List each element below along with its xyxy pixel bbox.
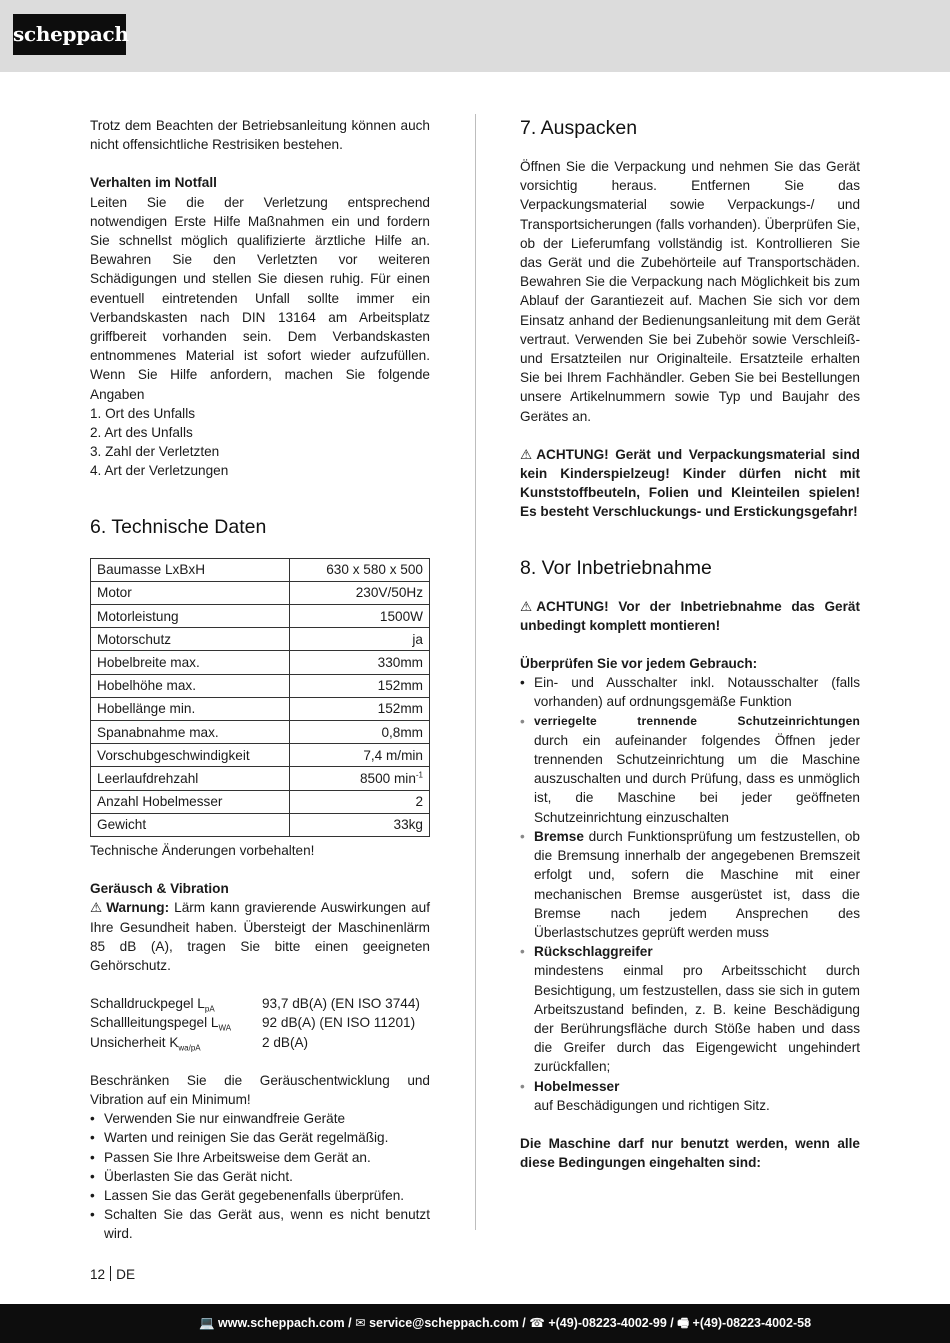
list-item: • verriegelte trennende Schutzeinrichtungen durch ein aufeinander folgendes Öffnen jeder trennenden Schutzeinrichtung um die Maschine auszuschalten und durch Prüfung, dass es unmöglich ist, die Maschine bei jeder geöffneten Schutzeinrichtung einzuschalten	[520, 712, 860, 827]
spec-value: 33kg	[290, 813, 430, 836]
warning-text: Lärm kann gravierende Auswirkungen auf Ihre Gesundheit haben. Übersteigt der Maschinenlärm 85 dB (A), tragen Sie bitte einen geeigneten Gehörschutz.	[90, 900, 430, 973]
spec-value: 2	[290, 790, 430, 813]
scheppach-logo: scheppach	[13, 14, 126, 55]
spec-label: Gewicht	[91, 813, 290, 836]
list-item: • Passen Sie Ihre Arbeitsweise dem Gerät an.	[90, 1148, 430, 1167]
spec-label: Anzahl Hobelmesser	[91, 790, 290, 813]
spec-value: 8500 $\min^{-1}$	[290, 767, 430, 790]
spec-value: 230V/50Hz	[290, 581, 430, 604]
footer-fax: +(49)-08223-4002-58	[692, 1316, 812, 1330]
spec-value: 152mm	[290, 697, 430, 720]
list-item: • Überlasten Sie das Gerät nicht.	[90, 1167, 430, 1186]
table-row	[91, 720, 430, 743]
spec-label: Motor	[91, 581, 290, 604]
emergency-list	[90, 404, 430, 481]
list-item: • Ein- und Ausschalter inkl. Notausschalter (falls vorhanden) auf ordnungsgemäße Funktion	[520, 673, 860, 711]
spec-label: Motorschutz	[91, 628, 290, 651]
list-item: • Hobelmesser auf Beschädigungen und richtigen Sitz.	[520, 1077, 860, 1115]
list-item: 3. Zahl der Verletzten	[90, 444, 220, 460]
reduce-text: Beschränken Sie die Geräuschentwicklung und Vibration auf ein Minimum!	[90, 1072, 430, 1107]
footer-bar: 💻 www.scheppach.com / ✉ service@scheppach.com / ☎ +(49)-08223-4002-99 / 🖷 +(49)-08223-4002-58	[0, 1304, 950, 1343]
header-bar	[0, 0, 950, 72]
check-heading: Überprüfen Sie vor jedem Gebrauch:	[520, 656, 758, 672]
changes-note: Technische Änderungen vorbehalten!	[90, 842, 315, 858]
sound-label: Unsicherheit $K_{wa/pA}$	[90, 1034, 201, 1053]
reduce-list	[90, 1109, 430, 1243]
list-item: • Verwenden Sie nur einwandfreie Geräte	[90, 1109, 430, 1128]
spec-table	[90, 558, 430, 837]
spec-value: 630 x 580 x 500	[290, 558, 430, 581]
spec-label: Leerlaufdrehzahl	[91, 767, 290, 790]
list-item: • Rückschlaggreifer mindestens einmal pro Arbeitsschicht durch Besichtigung, um festzustellen, dass sie sich in gutem Arbeitszustand befinden, z. B. keine Beschädigung der Berührungsfläche durch Stöße haben und dass die Greifer durch das Eigengewicht ungehindert zurückfallen;	[520, 942, 860, 1076]
spec-value: 7,4 m/min	[290, 744, 430, 767]
section-8-title: 8. Vor Inbetriebnahme	[520, 556, 712, 579]
warning-icon: ⚠	[520, 598, 533, 614]
emergency-text: Leiten Sie die der Verletzung entsprechend notwendigen Erste Hilfe Maßnahmen ein und fordern Sie schnellst möglich qualifizierte ärztliche Hilfe an. Bewahren Sie den Verletzten vor weiteren Schädigungen und stellen Sie diesen ruhig. Für einen eventuell eintretenden Unfall sollte immer ein Verbandskasten nach DIN 13164 am Arbeitsplatz griffbereit vorhanden sein. Dem Verbandskasten entnommenes Material ist sofort wieder aufzufüllen. Wenn Sie Hilfe anfordern, machen Sie folgende Angaben	[90, 194, 430, 402]
table-row	[91, 790, 430, 813]
noise-warning	[90, 898, 430, 975]
footer-web[interactable]: www.scheppach.com	[218, 1316, 345, 1330]
warning-icon: ⚠	[520, 446, 533, 462]
noise-heading: Geräusch & Vibration	[90, 881, 229, 897]
list-item: • Schalten Sie das Gerät aus, wenn es nicht benutzt wird.	[90, 1205, 430, 1243]
table-row	[91, 744, 430, 767]
table-row	[91, 697, 430, 720]
sound-row	[90, 1033, 430, 1052]
section-7-text: Öffnen Sie die Verpackung und nehmen Sie das Gerät vorsichtig heraus. Entfernen Sie das Verpackungsmaterial sowie Verpackungs-/ und Transportsicherungen (falls vorhanden). Überprüfen Sie, ob der Lieferumfang vollständig ist. Kontrollieren Sie das Gerät und die Zubehörteile auf Transportschäden. Bewahren Sie die Verpackung nach Möglichkeit bis zum Ablauf der Garantiezeit auf. Machen Sie sich vor dem Einsatz anhand der Bedienungsanleitung mit dem Gerät vertraut. Verwenden Sie bei Zubehör sowie Verschleiß- und Ersatzteilen nur Originalteile. Ersatzteile erhalten Sie bei Ihrem Fachhändler. Geben Sie bei Bestellungen unsere Artikelnummern sowie Typ und Baujahr des Gerätes an.	[520, 159, 860, 424]
column-divider	[475, 114, 476, 1230]
spec-label: Spanabnahme max.	[91, 720, 290, 743]
footer-mail[interactable]: service@scheppach.com	[369, 1316, 519, 1330]
spec-label: Motorleistung	[91, 605, 290, 628]
section-7-warning: ⚠ ACHTUNG! Gerät und Verpackungsmaterial sind kein Kinderspielzeug! Kinder dürfen nicht mit Kunststoffbeuteln, Folien und Kleinteilen spielen! Es besteht Verschluckungs- und Erstickungsgefahr!	[520, 446, 860, 520]
emergency-heading: Verhalten im Notfall	[90, 175, 217, 191]
table-row	[91, 605, 430, 628]
sound-row	[90, 994, 430, 1013]
section-8-warning: ⚠ ACHTUNG! Vor der Inbetriebnahme das Gerät unbedingt komplett montieren!	[520, 598, 860, 633]
list-item: 4. Art der Verletzungen	[90, 463, 229, 479]
spec-value: 152mm	[290, 674, 430, 697]
spec-value: 330mm	[290, 651, 430, 674]
table-row	[91, 558, 430, 581]
sound-value: 92 dB(A) (EN ISO 11201)	[262, 1015, 416, 1031]
table-row	[91, 651, 430, 674]
spec-value: 1500W	[290, 605, 430, 628]
list-item: • Bremse durch Funktionsprüfung um festzustellen, ob die Bremsung innerhalb der angegebenen Bremszeit erfolgt und, sofern die Maschine mit einer mechanischen Bremse ausgerüstet ist, dass die Bremse nach jedem Ansprechen des Überlastschutzes geprüft werden muss	[520, 827, 860, 942]
table-row	[91, 813, 430, 836]
list-item: 2. Art des Unfalls	[90, 425, 193, 441]
page-number: 12 DE	[90, 1267, 136, 1282]
spec-value: ja	[290, 628, 430, 651]
table-row	[91, 767, 430, 790]
spec-label: Vorschubgeschwindigkeit	[91, 744, 290, 767]
sound-value: 2 dB(A)	[262, 1034, 309, 1050]
warning-icon: ⚠	[90, 900, 103, 916]
spec-label: Hobellänge min.	[91, 697, 290, 720]
section-7-title: 7. Auspacken	[520, 117, 638, 139]
sound-values	[90, 994, 430, 1052]
spec-label: Hobelhöhe max.	[91, 674, 290, 697]
spec-value: 0,8mm	[290, 720, 430, 743]
spec-label: Baumasse LxBxH	[91, 558, 290, 581]
check-list	[520, 673, 860, 1115]
mail-icon: ✉	[355, 1316, 366, 1330]
warning-label: Warnung:	[106, 900, 170, 916]
final-note: Die Maschine darf nur benutzt werden, wenn alle diese Bedingungen eingehalten sind:	[520, 1135, 860, 1171]
spec-label: Hobelbreite max.	[91, 651, 290, 674]
table-row	[91, 674, 430, 697]
fax-icon: 🖷	[677, 1316, 690, 1330]
left-column	[90, 116, 430, 1244]
table-row	[91, 628, 430, 651]
sound-value: 93,7 dB(A) (EN ISO 3744)	[262, 996, 420, 1012]
list-item: 1. Ort des Unfalls	[90, 405, 196, 421]
section-6-title: 6. Technische Daten	[90, 515, 267, 538]
phone-icon: ☎	[529, 1316, 545, 1330]
sound-label: Schallleitungspegel $L_{WA}$	[90, 1015, 232, 1034]
table-row	[91, 581, 430, 604]
footer-phone: +(49)-08223-4002-99	[548, 1316, 667, 1330]
list-item: • Warten und reinigen Sie das Gerät regelmäßig.	[90, 1128, 430, 1147]
intro-text: Trotz dem Beachten der Betriebsanleitung können auch nicht offensichtliche Restrisiken bestehen.	[90, 118, 430, 153]
sound-label: Schalldruckpegel $L_{pA}$	[90, 996, 215, 1014]
list-item: • Lassen Sie das Gerät gegebenenfalls überprüfen.	[90, 1186, 430, 1205]
sound-row	[90, 1013, 430, 1032]
right-column	[520, 116, 860, 1172]
computer-icon: 💻	[198, 1316, 215, 1330]
